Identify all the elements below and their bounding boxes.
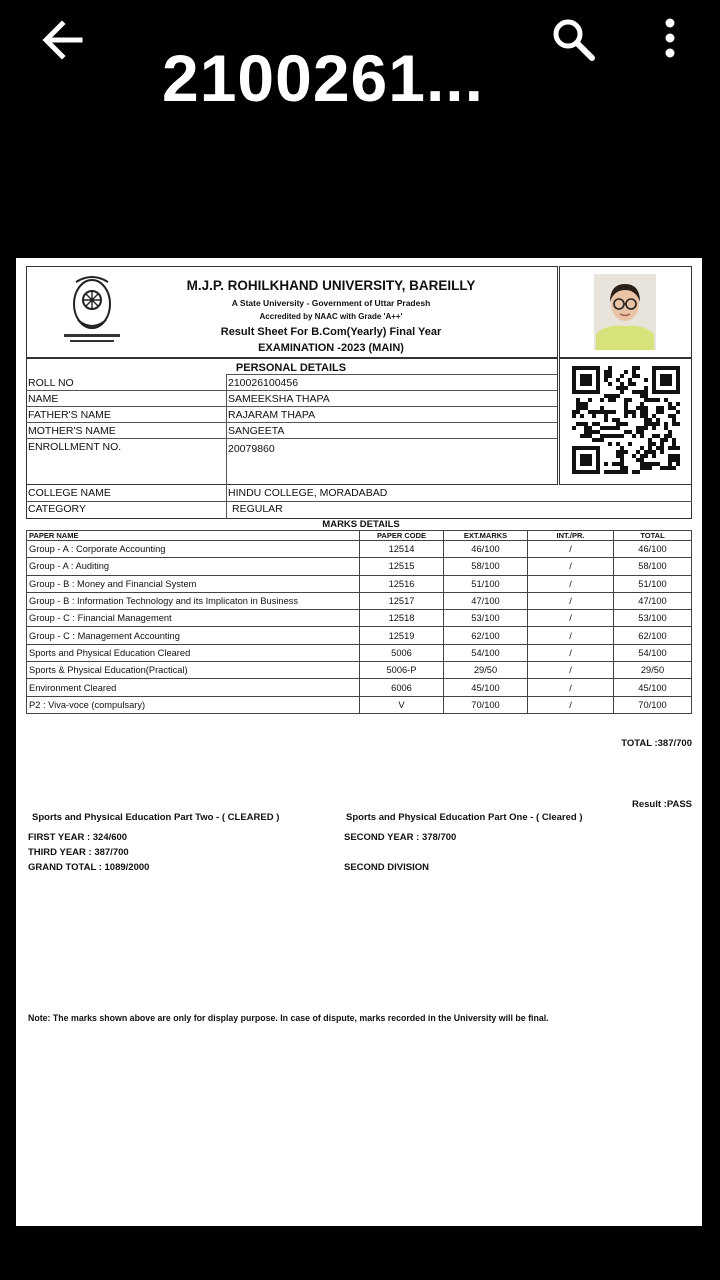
table-row	[27, 592, 692, 609]
int-pr-cell: /	[528, 679, 614, 696]
paper-code-cell: 12519	[360, 627, 444, 644]
search-icon[interactable]	[548, 14, 598, 64]
total-cell: 46/100	[614, 541, 692, 558]
category-label: CATEGORY	[28, 503, 86, 515]
name-value: SAMEEKSHA THAPA	[228, 393, 330, 405]
total-cell: 51/100	[614, 575, 692, 592]
ext-marks-cell: 54/100	[444, 644, 528, 661]
arrow-left-icon[interactable]	[38, 18, 86, 62]
table-row	[27, 558, 692, 575]
student-photo	[594, 274, 656, 350]
total-cell: 53/100	[614, 610, 692, 627]
roll-no-label: ROLL NO	[28, 377, 74, 389]
table-row	[27, 627, 692, 644]
exam-title: EXAMINATION -2023 (MAIN)	[258, 342, 404, 354]
divider	[26, 390, 558, 391]
university-name: M.J.P. ROHILKHAND UNIVERSITY, BAREILLY	[186, 278, 476, 293]
sports-part-one: Sports and Physical Education Part One - ( Cleared )	[346, 812, 583, 823]
father-name-label: FATHER'S NAME	[28, 409, 111, 421]
name-label: NAME	[28, 393, 59, 405]
document-page[interactable]	[16, 258, 702, 1226]
result-status: Result :PASS	[631, 799, 692, 810]
enrollment-value: 20079860	[228, 443, 275, 455]
paper-code-cell: 12518	[360, 610, 444, 627]
marks-details-title: MARKS DETAILS	[322, 519, 400, 530]
paper-name-cell: Sports and Physical Education Cleared	[27, 644, 360, 661]
int-pr-cell: /	[528, 575, 614, 592]
table-row	[27, 662, 692, 679]
enrollment-label: ENROLLMENT NO.	[28, 441, 122, 453]
ext-marks-cell: 51/100	[444, 575, 528, 592]
total-cell: 62/100	[614, 627, 692, 644]
paper-code-cell: 5006-P	[360, 662, 444, 679]
paper-code-cell: 12517	[360, 592, 444, 609]
paper-name-cell: Environment Cleared	[27, 679, 360, 696]
divider	[26, 406, 558, 407]
ext-marks-cell: 62/100	[444, 627, 528, 644]
second-year-marks: SECOND YEAR : 378/700	[344, 832, 457, 843]
col-paper-name: PAPER NAME	[27, 531, 360, 541]
divider	[226, 485, 227, 519]
ext-marks-cell: 29/50	[444, 662, 528, 679]
col-paper-code: PAPER CODE	[360, 531, 444, 541]
total-cell: 70/100	[614, 696, 692, 713]
table-row	[27, 696, 692, 713]
int-pr-cell: /	[528, 662, 614, 679]
divider	[226, 374, 558, 375]
paper-code-cell: 6006	[360, 679, 444, 696]
third-year-marks: THIRD YEAR : 387/700	[28, 847, 129, 858]
mother-name-value: SANGEETA	[228, 425, 285, 437]
total-cell: 58/100	[614, 558, 692, 575]
col-int-pr: INT./PR.	[528, 531, 614, 541]
col-ext-marks: EXT.MARKS	[444, 531, 528, 541]
paper-name-cell: Group - C : Management Accounting	[27, 627, 360, 644]
ext-marks-cell: 46/100	[444, 541, 528, 558]
paper-code-cell: 5006	[360, 644, 444, 661]
ext-marks-cell: 58/100	[444, 558, 528, 575]
total-cell: 54/100	[614, 644, 692, 661]
table-row	[27, 644, 692, 661]
int-pr-cell: /	[528, 610, 614, 627]
table-row	[27, 610, 692, 627]
table-row	[27, 541, 692, 558]
ext-marks-cell: 70/100	[444, 696, 528, 713]
document-title: 2100261...	[162, 41, 484, 115]
int-pr-cell: /	[528, 541, 614, 558]
total-cell: 47/100	[614, 592, 692, 609]
marks-header-row	[27, 531, 692, 541]
table-row	[27, 575, 692, 592]
int-pr-cell: /	[528, 592, 614, 609]
college-value: HINDU COLLEGE, MORADABAD	[228, 487, 388, 499]
ext-marks-cell: 53/100	[444, 610, 528, 627]
divider	[26, 422, 558, 423]
paper-name-cell: Sports & Physical Education(Practical)	[27, 662, 360, 679]
first-year-marks: FIRST YEAR : 324/600	[28, 832, 128, 843]
paper-name-cell: Group - C : Financial Management	[27, 610, 360, 627]
paper-code-cell: 12515	[360, 558, 444, 575]
app-bar	[0, 0, 720, 140]
accreditation: Accredited by NAAC with Grade 'A++'	[259, 312, 403, 321]
total-marks: TOTAL :387/700	[621, 738, 692, 749]
int-pr-cell: /	[528, 627, 614, 644]
more-vertical-icon[interactable]	[648, 14, 692, 64]
divider	[26, 438, 558, 439]
result-sheet	[26, 266, 692, 1216]
sports-part-two: Sports and Physical Education Part Two - ( CLEARED )	[32, 812, 280, 823]
paper-code-cell: V	[360, 696, 444, 713]
divider	[26, 501, 692, 502]
division: SECOND DIVISION	[344, 862, 429, 873]
sheet-title: Result Sheet For B.Com(Yearly) Final Year	[220, 326, 442, 338]
paper-code-cell: 12514	[360, 541, 444, 558]
paper-name-cell: P2 : Viva-voce (compulsary)	[27, 696, 360, 713]
category-value: REGULAR	[232, 503, 283, 515]
paper-name-cell: Group - A : Auditing	[27, 558, 360, 575]
college-label: COLLEGE NAME	[28, 487, 111, 499]
ext-marks-cell: 45/100	[444, 679, 528, 696]
paper-code-cell: 12516	[360, 575, 444, 592]
table-row	[27, 679, 692, 696]
ext-marks-cell: 47/100	[444, 592, 528, 609]
personal-details-title: PERSONAL DETAILS	[235, 362, 347, 374]
int-pr-cell: /	[528, 558, 614, 575]
paper-name-cell: Group - B : Money and Financial System	[27, 575, 360, 592]
paper-name-cell: Group - A : Corporate Accounting	[27, 541, 360, 558]
int-pr-cell: /	[528, 644, 614, 661]
father-name-value: RAJARAM THAPA	[228, 409, 316, 421]
total-cell: 29/50	[614, 662, 692, 679]
paper-name-cell: Group - B : Information Technology and its Implicaton in Business	[27, 592, 360, 609]
marks-table	[26, 530, 692, 714]
mother-name-label: MOTHER'S NAME	[28, 425, 116, 437]
roll-no-value: 210026100456	[228, 377, 299, 389]
col-total: TOTAL	[614, 531, 692, 541]
total-cell: 45/100	[614, 679, 692, 696]
int-pr-cell: /	[528, 696, 614, 713]
university-status: A State University - Government of Uttar Pradesh	[231, 298, 431, 308]
disclaimer-note: Note: The marks shown above are only for display purpose. In case of dispute, marks recorded in the University will be final.	[28, 1013, 549, 1023]
grand-total: GRAND TOTAL : 1089/2000	[28, 862, 150, 873]
qr-code	[572, 366, 680, 474]
university-logo	[56, 270, 128, 346]
